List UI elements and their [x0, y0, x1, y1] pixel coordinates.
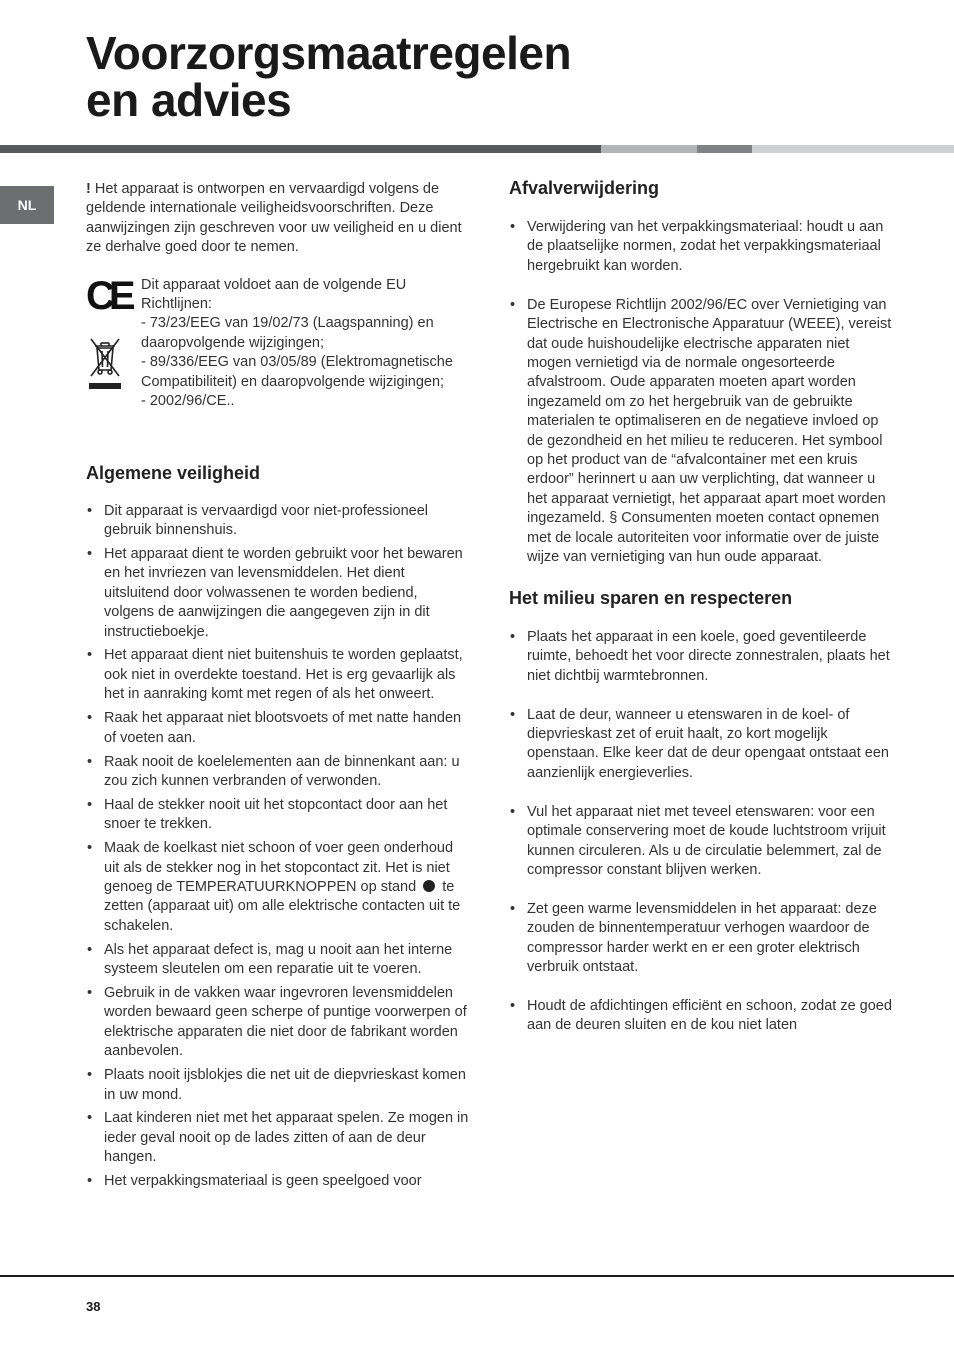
intro-paragraph — [86, 180, 471, 258]
list-item: • Vul het apparaat niet met teveel etenswaren: voor een optimale conservering moet de koude luchtstroom vrijuit kunnen circuleren. Als u de circulatie belemmert, zal de compressor constant blijven werken. — [509, 803, 894, 881]
ce-directives-line: Dit apparaat voldoet aan de volgende EU Richtlijnen: — [141, 276, 407, 313]
list-item: • Dit apparaat is vervaardigd voor niet-professioneel gebruik binnenshuis. — [86, 502, 471, 541]
list-item: • Plaats het apparaat in een koele, goed geventileerde ruimte, behoedt het voor directe zonnestralen, plaats het niet dichtbij warmtebronnen. — [509, 628, 894, 686]
environment-heading: Het milieu sparen en respecteren — [509, 587, 793, 608]
list-item: • De Europese Richtlijn 2002/96/EC over Vernietiging van Electrische en Electronische Apparatuur (WEEE), vereist dat oude huishoudelijke electrische apparaten niet mogen vernietigd via de normale ongesorteerde afvalstroom. Oude apparaten moeten apart worden ingezameld om zo het hergebruik van de gebruikte materialen te optimaliseren en de negatieve invloed op de gezondheid en het milieu te reduceren. Het symbool op het product van de “afvalcontainer met een kruis erdoor” herinnert u aan uw verplichting, dat wanneer u het apparaat vernietigt, het apparaat apart moet worden ingezameld. § Consumenten moeten contact opnemen met de locale autoriteiten voor informatie over de juiste wijze van vernietiging van hun oude apparaat. — [509, 296, 894, 568]
right-column — [509, 177, 894, 1055]
header-band-light — [601, 145, 697, 153]
page-number: 38 — [86, 1299, 101, 1314]
ce-directives-text — [141, 276, 471, 412]
header-band-mid — [697, 145, 752, 153]
page-title-line-1: Voorzorgsmaatregelen — [86, 27, 572, 79]
ce-compliance-block — [86, 273, 471, 426]
list-item: • Laat kinderen niet met het apparaat spelen. Ze mogen in ieder geval nooit op de lades zitten of aan de deur hangen. — [86, 1109, 471, 1167]
list-item: • Houdt de afdichtingen efficiënt en schoon, zodat ze goed aan de deuren sluiten en de kou niet laten — [509, 997, 894, 1036]
page-title-line-2: en advies — [86, 74, 292, 126]
disposal-list — [509, 218, 894, 567]
list-item: • Het apparaat dient te worden gebruikt voor het bewaren en het invriezen van levensmiddelen. Het dient uitsluitend door volwassenen te worden bediend, volgens de aanwijzingen die aangegeven zijn in dit instructieboekje. — [86, 545, 471, 642]
left-column — [86, 180, 471, 1196]
weee-crossed-bin-icon — [86, 334, 124, 392]
warning-mark: ! — [86, 181, 91, 197]
ce-directives-line: - 89/336/EEG van 03/05/89 (Elektromagnetische Compatibiliteit) en daaropvolgende wijzigingen; — [141, 354, 453, 390]
list-item-text: te zetten (apparaat uit) om alle elektrische contacten uit te schakelen. — [104, 878, 461, 934]
page-title — [86, 27, 572, 126]
list-item: • Verwijdering van het verpakkingsmateriaal: houdt u aan de plaatselijke normen, zodat het verpakkingsmateriaal hergebruikt kan worden. — [509, 218, 894, 276]
list-item: • Gebruik in de vakken waar ingevroren levensmiddelen worden bewaard geen scherpe of puntige voorwerpen of elektrische apparaten die niet door de fabrikant worden aanbevolen. — [86, 984, 471, 1062]
list-item — [86, 839, 471, 936]
list-item: • Het verpakkingsmateriaal is geen speelgoed voor — [86, 1172, 471, 1191]
environment-list — [509, 628, 894, 1036]
intro-text: Het apparaat is ontworpen en vervaardigd volgens de geldende internationale veiligheidsvoorschriften. Deze aanwijzingen zijn geschreven voor uw veiligheid en u dient ze derhalve goed door te nemen. — [86, 181, 462, 256]
ce-mark-icon: CE — [86, 273, 130, 318]
general-safety-heading: Algemene veiligheid — [86, 462, 261, 483]
list-item: • Raak het apparaat niet blootsvoets of met natte handen of voeten aan. — [86, 709, 471, 748]
language-tab: NL — [0, 186, 54, 224]
general-safety-list — [86, 502, 471, 1192]
ce-directives-line: - 73/23/EEG van 19/02/73 (Laagspanning) en daaropvolgende wijzigingen; — [141, 315, 434, 351]
ce-directives-line: - 2002/96/CE.. — [141, 393, 235, 410]
list-item: • Het apparaat dient niet buitenshuis te worden geplaatst, ook niet in overdekte toestand. Het is erg gevaarlijk als het in aanraking komt met regen of als het onweert. — [86, 646, 471, 704]
list-item: • Plaats nooit ijsblokjes die net uit de diepvrieskast komen in uw mond. — [86, 1066, 471, 1105]
off-position-dot-icon — [423, 880, 435, 892]
list-item: • Laat de deur, wanneer u etenswaren in de koel- of diepvrieskast zet of eruit haalt, zo kort mogelijk openstaan. Elke keer dat de deur opengaat ontstaat een aanzienlijk energieverlies. — [509, 706, 894, 784]
list-item: • Als het apparaat defect is, mag u nooit aan het interne systeem sleutelen om een reparatie uit te voeren. — [86, 941, 471, 980]
list-item: • Raak nooit de koelelementen aan de binnenkant aan: u zou zich kunnen verbranden of verwonden. — [86, 753, 471, 792]
list-item-text: Maak de koelkast niet schoon of voer geen onderhoud uit als de stekker nog in het stopcontact zit. Het is niet genoeg de TEMPERATUURKNOPPEN op stand — [104, 840, 454, 895]
disposal-heading: Afvalverwijdering — [509, 178, 660, 198]
footer-rule — [0, 1275, 954, 1277]
header-band-pale — [752, 145, 954, 153]
header-band-dark — [0, 145, 601, 153]
list-item: • Zet geen warme levensmiddelen in het apparaat: deze zouden de binnentemperatuur verhogen waardoor de compressor harder werkt en er een groter elektrisch verbruik ontstaat. — [509, 900, 894, 978]
list-item: • Haal de stekker nooit uit het stopcontact door aan het snoer te trekken. — [86, 796, 471, 835]
